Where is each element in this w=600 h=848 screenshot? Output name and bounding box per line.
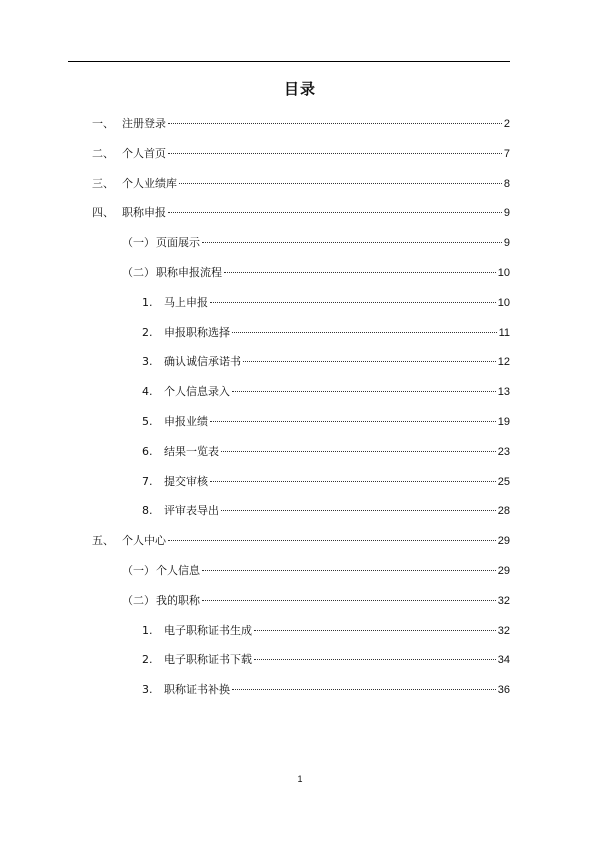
- toc-entry-page: 19: [497, 416, 510, 428]
- toc-dot-leader: [202, 242, 502, 243]
- toc-entry-page: 28: [497, 505, 510, 517]
- toc-entry-number: （二）: [122, 594, 155, 607]
- page-title: 目录: [283, 80, 316, 98]
- toc-entry-title: 申报职称选择: [164, 326, 230, 339]
- toc-entry[interactable]: [92, 176, 510, 192]
- toc-dot-leader: [210, 421, 496, 422]
- toc-dot-leader: [168, 123, 502, 124]
- toc-dot-leader: [254, 659, 496, 660]
- toc-entry[interactable]: [142, 503, 510, 519]
- toc-entry-title: 个人信息: [156, 564, 200, 577]
- toc-entry-number: 2.: [142, 326, 153, 339]
- toc-entry[interactable]: [142, 384, 510, 400]
- toc-entry-number: （一）: [122, 236, 155, 249]
- toc-entry[interactable]: [122, 563, 510, 579]
- toc-entry-page: 9: [503, 237, 510, 249]
- toc-entry-number: 1.: [142, 624, 153, 637]
- toc-entry-number: 4.: [142, 385, 153, 398]
- toc-dot-leader: [210, 481, 496, 482]
- toc-entry-title: 个人首页: [122, 147, 166, 160]
- toc-dot-leader: [221, 451, 496, 452]
- toc-entry-number: 3.: [142, 683, 153, 696]
- toc-entry-title: 职称证书补换: [164, 683, 230, 696]
- toc-entry-page: 23: [497, 446, 510, 458]
- toc-entry-page: 10: [497, 267, 510, 279]
- toc-entry-number: （二）: [122, 266, 155, 279]
- toc-entry-page: 10: [497, 297, 510, 309]
- toc-entry[interactable]: [142, 295, 510, 311]
- toc-entry-title: 页面展示: [156, 236, 200, 249]
- toc-entry[interactable]: [142, 652, 510, 668]
- toc-entry-title: 职称申报流程: [156, 266, 222, 279]
- toc-entry[interactable]: [142, 325, 510, 341]
- toc-entry-title: 确认诚信承诺书: [164, 355, 241, 368]
- toc-entry-number: 1.: [142, 296, 153, 309]
- toc-entry-page: 7: [503, 148, 510, 160]
- toc-entry-title: 电子职称证书生成: [164, 624, 252, 637]
- toc-entry-title: 个人信息录入: [164, 385, 230, 398]
- toc-entry-title: 注册登录: [122, 117, 166, 130]
- toc-entry-title: 结果一览表: [164, 445, 219, 458]
- toc-entry-page: 36: [497, 684, 510, 696]
- toc-entry[interactable]: [142, 414, 510, 430]
- toc-entry-page: 32: [497, 595, 510, 607]
- toc-entry[interactable]: [92, 146, 510, 162]
- toc-entry-number: 三、: [92, 177, 114, 190]
- toc-entry-page: 25: [497, 476, 510, 488]
- toc-entry[interactable]: [142, 354, 510, 370]
- toc-dot-leader: [179, 183, 502, 184]
- toc-entry-number: 四、: [92, 206, 114, 219]
- toc-dot-leader: [168, 540, 496, 541]
- toc-entry-page: 12: [497, 356, 510, 368]
- toc-dot-leader: [202, 570, 496, 571]
- toc-entry-number: 二、: [92, 147, 114, 160]
- toc-entry-number: 8.: [142, 504, 153, 517]
- toc-entry-number: 5.: [142, 415, 153, 428]
- toc-entry-number: （一）: [122, 564, 155, 577]
- toc-entry[interactable]: [142, 474, 510, 490]
- toc-dot-leader: [243, 361, 496, 362]
- toc-entry[interactable]: [122, 265, 510, 281]
- toc-entry[interactable]: [122, 235, 510, 251]
- toc-entry-page: 32: [497, 625, 510, 637]
- toc-entry-number: 2.: [142, 653, 153, 666]
- toc-entry-page: 8: [503, 178, 510, 190]
- toc-entry-title: 提交审核: [164, 475, 208, 488]
- toc-entry-page: 13: [497, 386, 510, 398]
- toc-entry-title: 评审表导出: [164, 504, 219, 517]
- toc-dot-leader: [221, 510, 496, 511]
- toc-dot-leader: [202, 600, 496, 601]
- toc-entry-page: 11: [498, 327, 510, 339]
- toc-entry-number: 7.: [142, 475, 153, 488]
- toc-entry-number: 3.: [142, 355, 153, 368]
- toc-entry-title: 个人业绩库: [122, 177, 177, 190]
- toc-entry-title: 马上申报: [164, 296, 208, 309]
- toc-entry[interactable]: [122, 593, 510, 609]
- toc-entry-page: 29: [497, 535, 510, 547]
- toc-entry-page: 9: [503, 207, 510, 219]
- toc-entry-title: 我的职称: [156, 594, 200, 607]
- toc-entry-title: 申报业绩: [164, 415, 208, 428]
- toc-entry-title: 电子职称证书下载: [164, 653, 252, 666]
- toc-entry[interactable]: [142, 444, 510, 460]
- toc-entry-page: 29: [497, 565, 510, 577]
- toc-entry[interactable]: [92, 205, 510, 221]
- toc-entry-number: 6.: [142, 445, 153, 458]
- toc-dot-leader: [224, 272, 496, 273]
- toc-dot-leader: [232, 391, 496, 392]
- toc-entry-page: 34: [497, 654, 510, 666]
- toc-entry[interactable]: [92, 116, 510, 132]
- toc-entry-title: 职称申报: [122, 206, 166, 219]
- toc-entry[interactable]: [142, 623, 510, 639]
- toc-entry[interactable]: [142, 682, 510, 698]
- toc-dot-leader: [232, 689, 496, 690]
- toc-dot-leader: [168, 153, 502, 154]
- toc-dot-leader: [232, 332, 497, 333]
- toc-entry-page: 2: [503, 118, 510, 130]
- page-number-footer: 1: [297, 774, 303, 784]
- toc-entry-number: 五、: [92, 534, 114, 547]
- toc-dot-leader: [168, 212, 502, 213]
- toc-entry[interactable]: [92, 533, 510, 549]
- toc-dot-leader: [254, 630, 496, 631]
- toc-dot-leader: [210, 302, 496, 303]
- toc-entry-title: 个人中心: [122, 534, 166, 547]
- toc-entry-number: 一、: [92, 117, 114, 130]
